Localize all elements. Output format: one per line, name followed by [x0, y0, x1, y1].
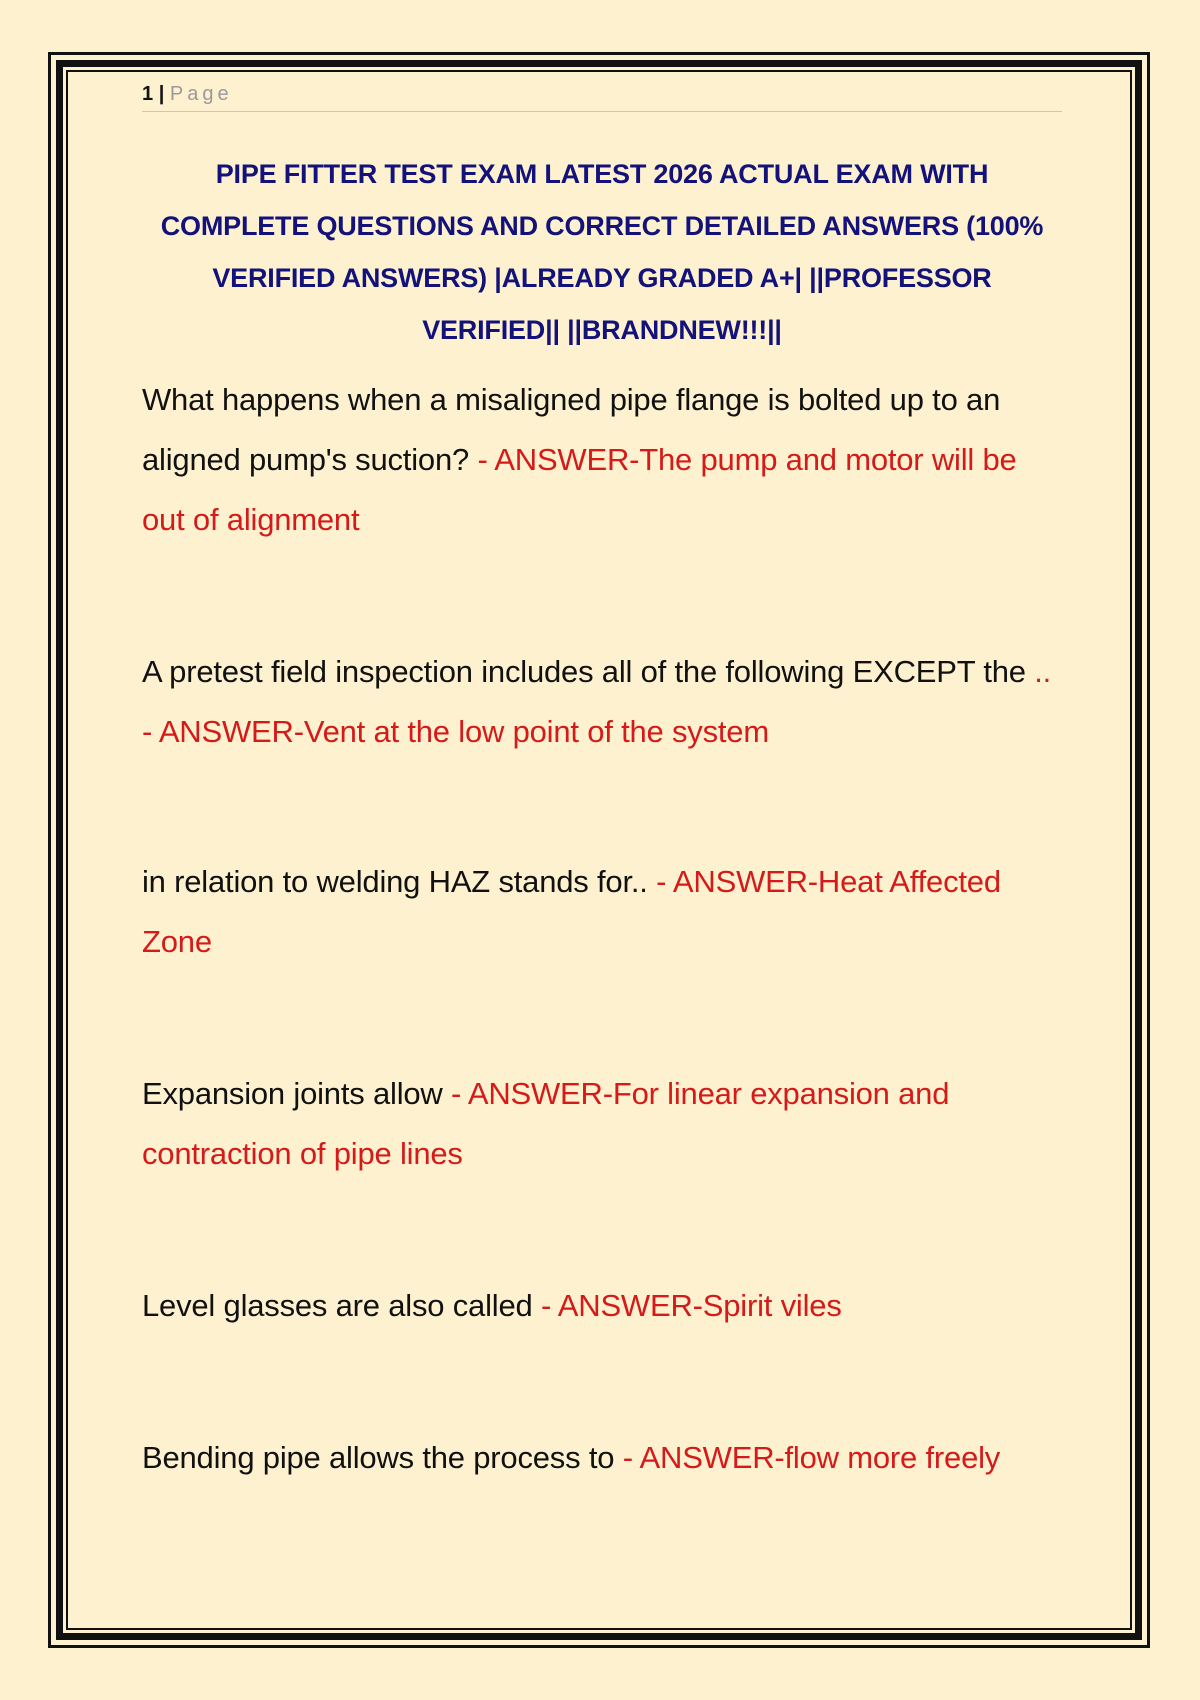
qa-item	[142, 370, 1062, 550]
qa-item	[142, 642, 1062, 762]
qa-item	[142, 1064, 1062, 1184]
answer-text: - ANSWER-Heat Affected Zone	[142, 864, 1001, 959]
answer-text: - ANSWER-For linear expansion and contraction of pipe lines	[142, 1076, 950, 1171]
answer-text: - ANSWER-flow more freely	[622, 1440, 1001, 1475]
page-label: Page	[169, 83, 233, 105]
question-text: Level glasses are also called	[142, 1288, 541, 1323]
answer-text: - ANSWER-Spirit viles	[540, 1288, 842, 1323]
question-text: in relation to welding HAZ stands for..	[142, 864, 657, 899]
page-header	[142, 82, 1062, 112]
qa-item	[142, 852, 1062, 972]
page-number: 1	[142, 83, 154, 105]
question-text: What happens when a misaligned pipe flange is bolted up to an aligned pump's suction?	[142, 382, 1001, 477]
question-text: Bending pipe allows the process to	[142, 1440, 623, 1475]
question-text: Expansion joints allow	[142, 1076, 452, 1111]
answer-text: - ANSWER-The pump and motor will be out of alignment	[142, 442, 1017, 537]
qa-item	[142, 1276, 1062, 1336]
page-separator: |	[158, 83, 165, 105]
question-text: A pretest field inspection includes all of the following EXCEPT the	[142, 654, 1035, 689]
qa-item	[142, 1428, 1062, 1488]
answer-text: .. - ANSWER-Vent at the low point of the system	[142, 654, 1052, 749]
document-title: PIPE FITTER TEST EXAM LATEST 2026 ACTUAL EXAM WITH COMPLETE QUESTIONS AND CORRECT DETAILED ANSWERS (100% VERIFIED ANSWERS) |ALREADY GRADED A+| ||PROFESSOR VERIFIED|| ||BRANDNEW!!!||	[160, 159, 1044, 345]
